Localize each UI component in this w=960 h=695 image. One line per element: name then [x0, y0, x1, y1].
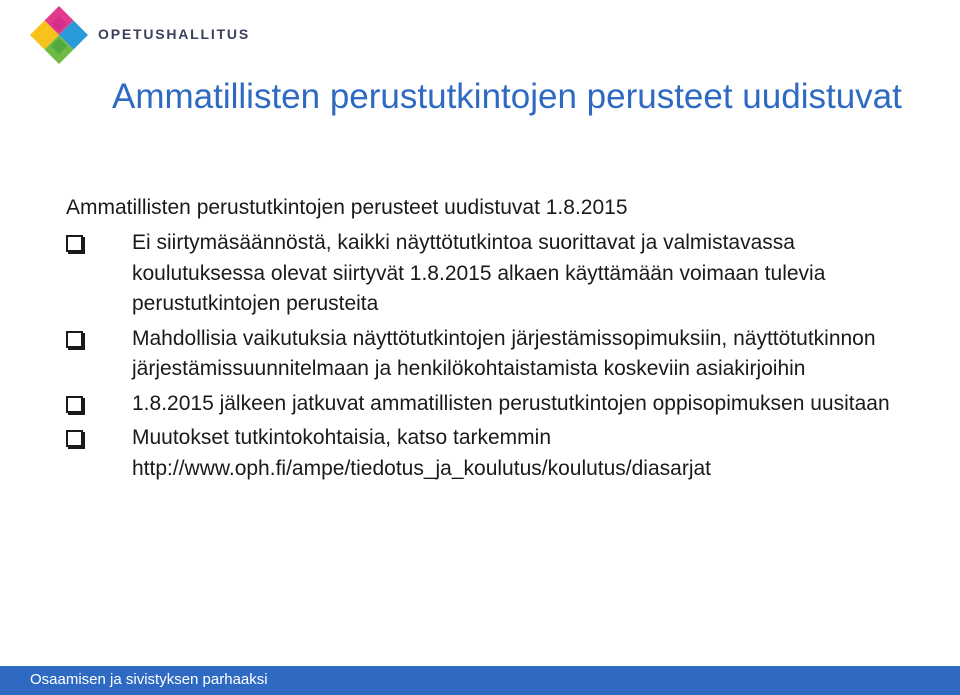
checkbox-bullet-icon — [66, 430, 83, 447]
opetushallitus-logo-icon — [30, 6, 88, 64]
bullet-item — [66, 389, 946, 420]
bullet-item — [66, 228, 946, 320]
bullet-text: Mahdollisia vaikutuksia näyttötutkintojen järjestämissopimuksiin, näyttötutkinnon järjestämissuunnitelmaan ja henkilökohtaistamista koskeviin asiakirjoihin — [132, 326, 876, 380]
bullet-text: Ei siirtymäsäännöstä, kaikki näyttötutkintoa suorittavat ja valmistavassa koulutuksessa olevat siirtyvät 1.8.2015 alkaen käyttämään voimaan tulevia perustutkintojen perusteita — [132, 231, 826, 315]
bullet-item — [66, 324, 946, 385]
footer-slogan: Osaamisen ja sivistyksen parhaaksi — [30, 671, 268, 688]
checkbox-bullet-icon — [66, 331, 83, 348]
bullet-text: 1.8.2015 jälkeen jatkuvat ammatillisten perustutkintojen oppisopimuksen uusitaan — [132, 391, 890, 415]
brand-name: OPETUSHALLITUS — [98, 26, 250, 42]
slide-intro: Ammatillisten perustutkintojen perusteet uudistuvat 1.8.2015 — [66, 196, 628, 219]
checkbox-bullet-icon — [66, 396, 83, 413]
slide-title: Ammatillisten perustutkintojen perusteet uudistuvat — [112, 77, 902, 116]
footer-bar — [0, 666, 960, 695]
bullet-list — [66, 228, 946, 488]
checkbox-bullet-icon — [66, 235, 83, 252]
bullet-item — [66, 423, 946, 484]
bullet-text: Muutokset tutkintokohtaisia, katso tarkemmin http://www.oph.fi/ampe/tiedotus_ja_koulutus/koulutus/diasarjat — [132, 426, 712, 480]
